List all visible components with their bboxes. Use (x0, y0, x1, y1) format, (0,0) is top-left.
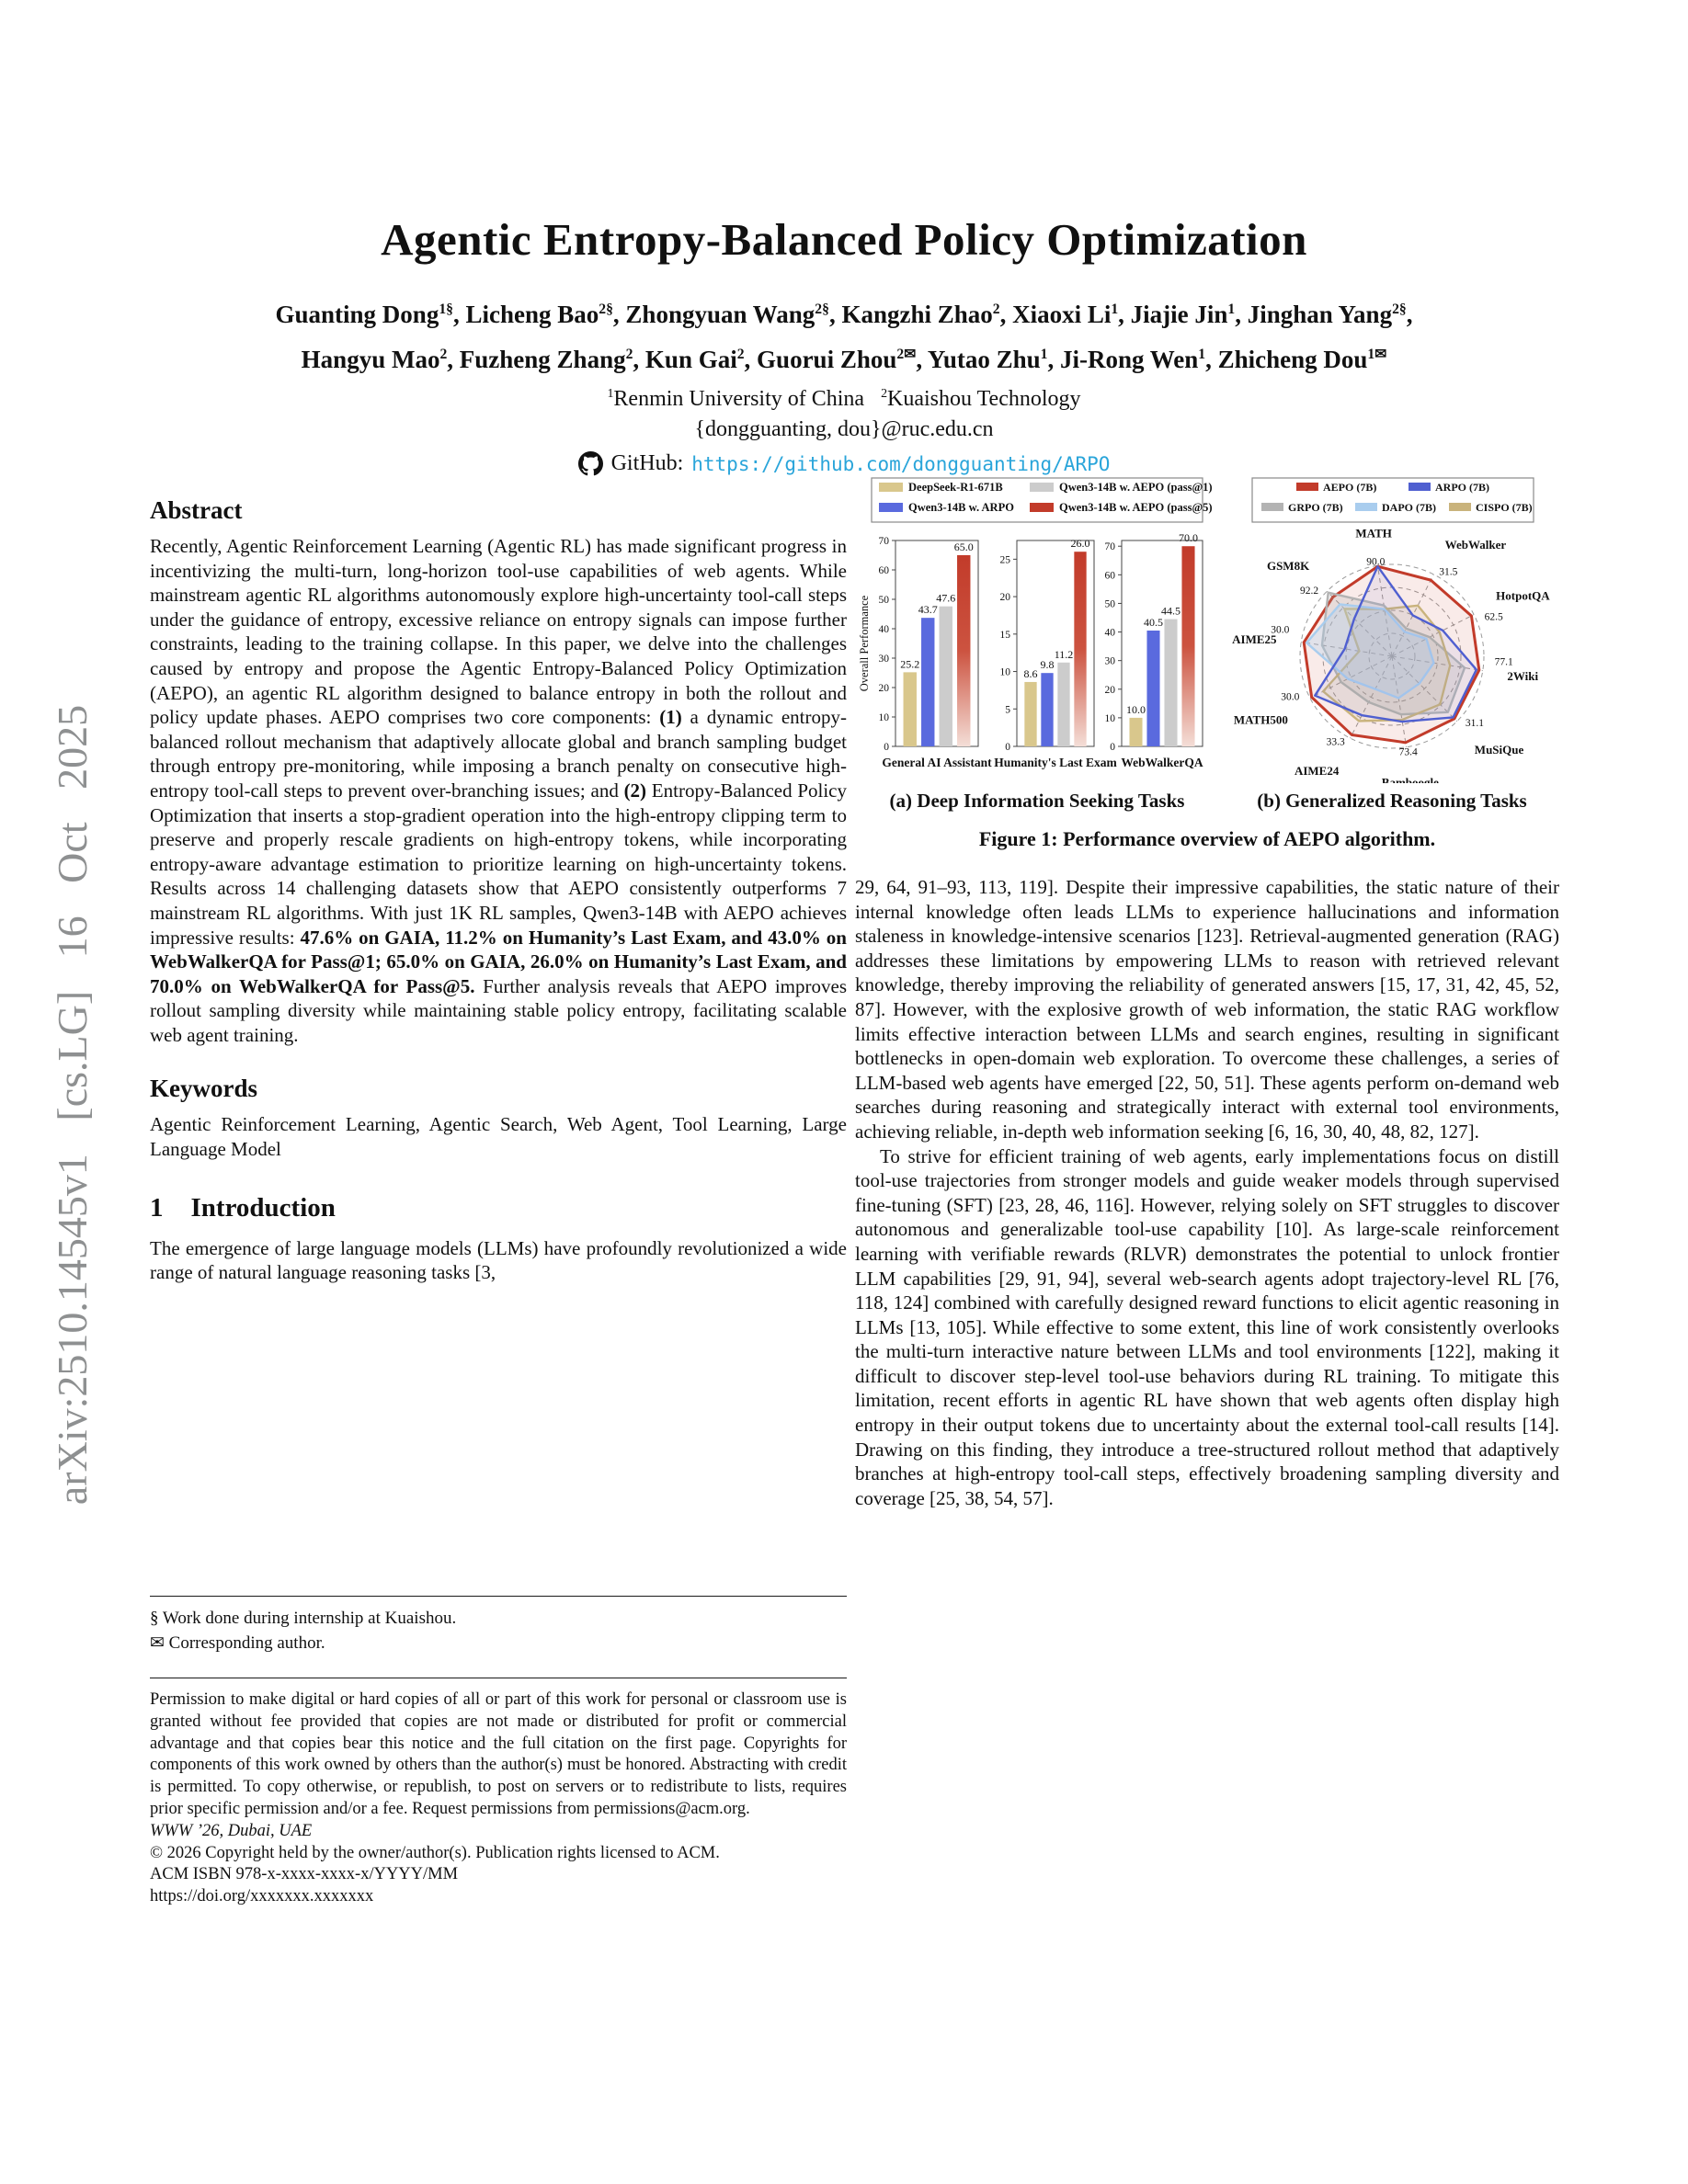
svg-text:AIME24: AIME24 (1294, 764, 1340, 779)
github-icon (578, 451, 603, 476)
svg-text:50: 50 (1104, 598, 1115, 610)
svg-text:MATH: MATH (1355, 526, 1392, 540)
svg-text:70.0: 70.0 (1179, 531, 1198, 545)
intro-text-left: The emergence of large language models (LLMs) have profoundly revolutionized a wide range of natural language reasoning tasks [3, (150, 1236, 847, 1284)
paper-header (0, 213, 1688, 476)
section-number: 1 (150, 1192, 164, 1223)
author-line-1: Guanting Dong$^{1\S}$, Licheng Bao$^{2\S}$, Zhongyuan Wang$^{2\S}$, Kangzhi Zhao$^2$, Xiaoxi Li$^1$, Jiajie Jin$^1$, Jinghan Yang$^{2\S}$, (275, 301, 1413, 328)
bar-chart-svg (855, 476, 1219, 783)
contact-email: {dongguanting, dou}@ruc.edu.cn (694, 417, 994, 441)
copyright-line: © 2026 Copyright held by the owner/author(s). Publication rights licensed to ACM. (150, 1843, 720, 1862)
permission-text: Permission to make digital or hard copies of all or part of this work for personal or classroom use is granted without fee provided that copies are not made or distributed for profit or commercial advantage and that copies bear this notice and the full citation on the first page. Copyrights for components of this work owned by others than the author(s) must be honored. Abstracting with credit is permitted. To copy otherwise, or republish, to post on servers or to redistribute to lists, requires prior specific permission and/or a fee. Request permissions from permissions@acm.org. (150, 1690, 847, 1818)
panel-a-caption: (a) Deep Information Seeking Tasks (889, 790, 1185, 812)
abstract-text: Recently, Agentic Reinforcement Learning (Agentic RL) has made significant progress in incentivizing the multi-turn, long-horizon tool-use capabilities of web agents. While mainstream agentic RL algorithms autonomously explore high-uncertainty tool-call steps under the guidance of entropy, excessive reliance on entropy signals can impose further constraints, leading to the training collapse. In this paper, we delve into the challenges caused by entropy and propose the Agentic Entropy-Balanced Policy Optimization (AEPO), an agentic RL algorithm designed to balance entropy in both the rollout and policy update phases. AEPO comprises two core components: (1) a dynamic entropy-balanced rollout mechanism that adaptively allocate global and branch sampling budget through entropy pre-monitoring, while imposing a branch penalty on consecutive high-entropy tool-call steps to prevent over-branching issues; and (2) Entropy-Balanced Policy Optimization that inserts a stop-gradient operation into the high-entropy clipping term to preserve and properly rescale gradients on high-entropy tokens, while incorporating entropy-aware advantage estimation to prioritize learning on high-uncertainty tokens. Results across 14 challenging datasets show that AEPO consistently outperforms 7 mainstream RL algorithms. With just 1K RL samples, Qwen3-14B with AEPO achieves impressive results: 47.6% on GAIA, 11.2% on Humanity’s Last Exam, and 43.0% on WebWalkerQA for Pass@1; 65.0% on GAIA, 26.0% on Humanity’s Last Exam, and 70.0% on WebWalkerQA for Pass@5. Further analysis reveals that AEPO improves rollout sampling diversity while maintaining stable policy entropy, facilitating scalable web agent training. (150, 535, 847, 1046)
svg-text:CISPO (7B): CISPO (7B) (1476, 501, 1533, 514)
section-title: Introduction (190, 1192, 336, 1223)
svg-text:WebWalker: WebWalker (1444, 537, 1507, 552)
svg-text:AEPO (7B): AEPO (7B) (1323, 481, 1377, 494)
svg-text:70: 70 (878, 536, 889, 547)
keywords-text: Agentic Reinforcement Learning, Agentic Search, Web Agent, Tool Learning, Large Language Model (150, 1113, 847, 1161)
keywords-heading: Keywords (150, 1075, 257, 1103)
figure1 (855, 476, 1559, 813)
github-line (0, 451, 1688, 476)
svg-text:44.5: 44.5 (1161, 604, 1180, 618)
svg-text:Qwen3-14B w. ARPO: Qwen3-14B w. ARPO (908, 501, 1014, 514)
svg-text:30.0: 30.0 (1271, 624, 1290, 636)
intro-text-right-p2: To strive for efficient training of web agents, early implementations focus on distill tool-use trajectories from stronger models and guide weaker models through supervised fine-tuning (SFT) [23, 28, 46, 116]. However, relying solely on SFT struggles to discover autonomous and generalizable tool-use capability [10]. As large-scale reinforcement learning with verifiable rewards (RLVR) demonstrates the potential to unlock frontier LLM capabilities [29, 91, 94], several web-search agents adopt trajectory-level RL [76, 118, 124] combined with carefully designed reward functions to elicit agentic reasoning in LLMs [13, 105]. While effective to some extent, this line of work consistently overlooks the multi-turn interactive nature between LLMs and tool environments [122], making it difficult to discover step-level tool-use behaviors during RL training. To mitigate this limitation, recent efforts in agentic RL have shown that web agents often display high entropy in their output tokens due to uncertainty about the external tool-call results [14]. Drawing on this finding, they introduce a tree-structured rollout method that adaptively branches at high-entropy tool-call steps, effectively broadening sampling diversity and coverage [25, 38, 54, 57]. (855, 1144, 1559, 1509)
footnote-internship: § Work done during internship at Kuaishou. (150, 1609, 457, 1628)
right-column (855, 476, 1559, 1510)
svg-text:62.5: 62.5 (1484, 611, 1503, 623)
svg-text:0: 0 (1110, 742, 1115, 753)
svg-text:HotpotQA: HotpotQA (1496, 588, 1550, 603)
svg-text:DeepSeek-R1-671B: DeepSeek-R1-671B (908, 481, 1003, 494)
svg-text:26.0: 26.0 (1070, 537, 1090, 551)
abstract-heading: Abstract (150, 496, 243, 524)
svg-text:70: 70 (1104, 541, 1115, 553)
svg-text:10.0: 10.0 (1126, 702, 1146, 716)
svg-text:10: 10 (1104, 712, 1115, 724)
footnote-block (150, 1596, 847, 1908)
intro-text-right-p1: 29, 64, 91–93, 113, 119]. Despite their impressive capabilities, the static nature of their internal knowledge often leads LLMs to experience hallucinations and information staleness in knowledge-intensive scenarios [123]. Retrieval-augmented generation (RAG) addresses these limitations by empowering LLMs to reason with retrieved relevant knowledge, thereby improving the reliability of generated answers [15, 17, 31, 42, 45, 52, 87]. However, with the explosive growth of web information, the static RAG workflow limits effective interaction between LLMs and search engines, resulting in significant bottlenecks in open-domain web exploration. To overcome these challenges, a series of LLM-based web agents have emerged [22, 50, 51]. These agents perform on-demand web searches during reasoning and strategically interact with external tool environments, achieving reliable, in-depth web information seeking [6, 16, 30, 40, 48, 82, 127]. (855, 876, 1559, 1143)
svg-text:30: 30 (878, 654, 889, 665)
svg-text:2Wiki: 2Wiki (1507, 668, 1539, 683)
svg-text:11.2: 11.2 (1054, 647, 1074, 661)
svg-text:WebWalkerQA: WebWalkerQA (1121, 756, 1203, 769)
svg-text:Qwen3-14B w. AEPO (pass@1): Qwen3-14B w. AEPO (pass@1) (1059, 481, 1213, 494)
affiliations: $^1$Renmin University of China $^2$Kuaishou Technology (607, 387, 1081, 411)
svg-text:31.1: 31.1 (1465, 717, 1485, 729)
svg-text:0: 0 (1005, 742, 1010, 753)
svg-text:20: 20 (999, 592, 1010, 604)
radar-chart-svg (1225, 476, 1559, 783)
svg-text:90.0: 90.0 (1366, 556, 1386, 568)
author-line-2: Hangyu Mao$^2$, Fuzheng Zhang$^2$, Kun Gai$^2$, Guorui Zhou$^{2✉}$, Yutao Zhu$^1$, Ji-Rong Wen$^1$, Zhicheng Dou$^{1✉}$ (301, 346, 1387, 373)
svg-text:25.2: 25.2 (900, 657, 920, 671)
footnote-corresponding: ✉ Corresponding author. (150, 1633, 325, 1653)
svg-text:60: 60 (878, 565, 889, 576)
doi-line: https://doi.org/xxxxxxx.xxxxxxx (150, 1887, 374, 1906)
svg-text:DAPO (7B): DAPO (7B) (1382, 501, 1436, 514)
page-title: Agentic Entropy-Balanced Policy Optimization (381, 214, 1307, 265)
panel-b-caption: (b) Generalized Reasoning Tasks (1257, 790, 1527, 812)
left-column (150, 496, 847, 1906)
svg-text:8.6: 8.6 (1023, 666, 1038, 680)
svg-text:77.1: 77.1 (1494, 656, 1513, 668)
svg-text:0: 0 (884, 742, 889, 753)
svg-text:Bamboogle: Bamboogle (1381, 775, 1439, 783)
section-heading-introduction (150, 1193, 847, 1223)
svg-text:43.7: 43.7 (918, 603, 938, 617)
svg-text:73.4: 73.4 (1398, 746, 1418, 758)
svg-text:33.3: 33.3 (1326, 736, 1345, 748)
svg-text:30.0: 30.0 (1281, 691, 1300, 703)
svg-text:20: 20 (1104, 684, 1115, 696)
svg-text:ARPO (7B): ARPO (7B) (1435, 481, 1489, 494)
svg-text:60: 60 (1104, 570, 1115, 582)
svg-text:GRPO (7B): GRPO (7B) (1288, 501, 1343, 514)
svg-text:Overall Performance: Overall Performance (858, 595, 871, 692)
svg-text:31.5: 31.5 (1439, 566, 1458, 578)
svg-text:15: 15 (999, 629, 1010, 641)
svg-text:AIME25: AIME25 (1232, 632, 1277, 647)
svg-text:MuSiQue: MuSiQue (1474, 742, 1524, 756)
svg-text:MATH500: MATH500 (1233, 712, 1288, 727)
svg-text:47.6: 47.6 (936, 591, 956, 605)
figure1-panel-b (1225, 476, 1559, 813)
svg-text:40.5: 40.5 (1144, 616, 1163, 629)
github-label: GitHub: (610, 451, 684, 475)
svg-text:65.0: 65.0 (953, 540, 974, 553)
venue-line: WWW ’26, Dubai, UAE (150, 1821, 313, 1840)
svg-text:25: 25 (999, 554, 1010, 566)
isbn-line: ACM ISBN 978-x-xxxx-xxxx-x/YYYY/MM (150, 1865, 459, 1884)
figure1-panel-a (855, 476, 1219, 813)
svg-text:Humanity's Last Exam: Humanity's Last Exam (994, 756, 1117, 769)
arxiv-watermark: arXiv:2510.14545v1 [cs.LG] 16 Oct 2025 (49, 704, 96, 1506)
svg-text:10: 10 (999, 666, 1010, 678)
svg-text:5: 5 (1005, 704, 1010, 716)
svg-text:20: 20 (878, 683, 889, 694)
svg-text:Qwen3-14B w. AEPO (pass@5): Qwen3-14B w. AEPO (pass@5) (1059, 501, 1213, 514)
footnote-rule (150, 1596, 847, 1597)
svg-text:30: 30 (1104, 655, 1115, 667)
figure1-caption: Figure 1: Performance overview of AEPO algorithm. (978, 827, 1436, 850)
svg-text:GSM8K: GSM8K (1266, 559, 1310, 574)
svg-text:40: 40 (1104, 627, 1115, 639)
svg-text:40: 40 (878, 624, 889, 635)
github-link[interactable]: https://github.com/dongguanting/ARPO (691, 452, 1111, 475)
svg-text:50: 50 (878, 595, 889, 606)
svg-text:General AI Assistant: General AI Assistant (882, 756, 992, 769)
svg-text:9.8: 9.8 (1040, 658, 1055, 672)
svg-text:10: 10 (878, 712, 889, 723)
svg-text:92.2: 92.2 (1299, 586, 1319, 597)
